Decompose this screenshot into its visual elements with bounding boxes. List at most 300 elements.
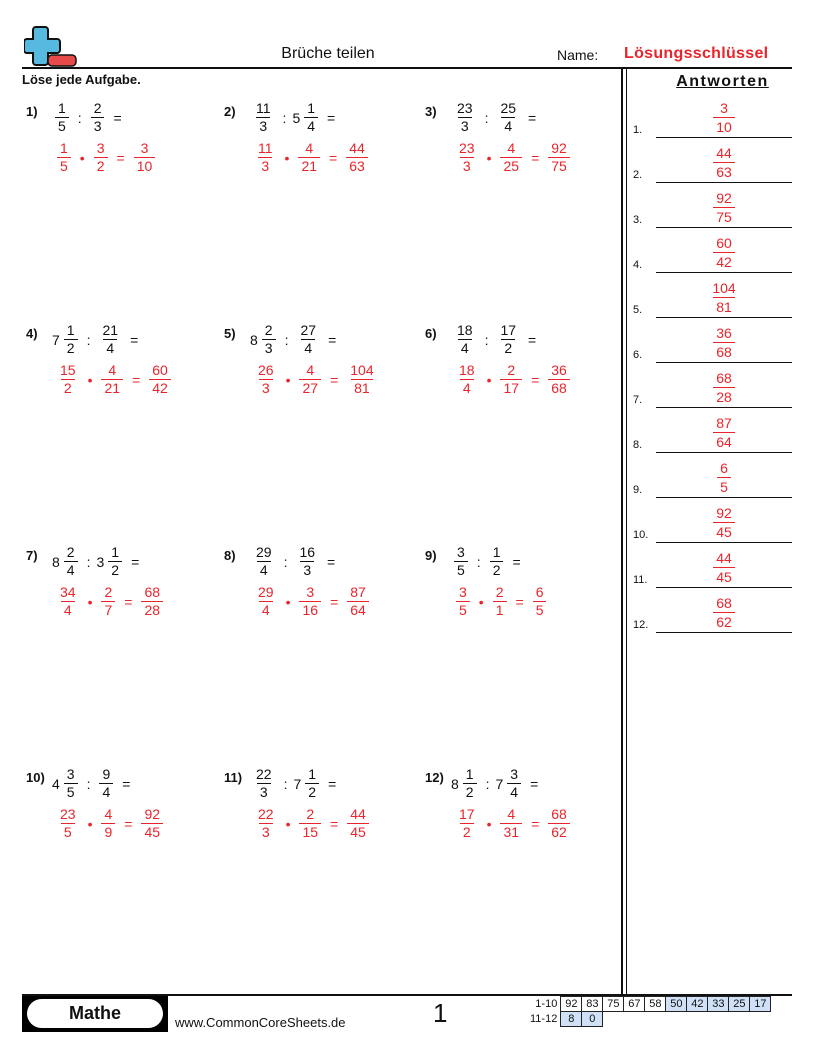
answer-number: 3. [633, 214, 643, 226]
denominator: 3 [458, 117, 472, 135]
column-divider-inner [626, 69, 627, 995]
answer-number: 6. [633, 349, 643, 361]
answer-key-item [631, 93, 792, 138]
numerator: 92 [716, 190, 732, 206]
numerator: 92 [144, 806, 161, 822]
whole-number: 7 [293, 775, 302, 792]
fraction [347, 584, 369, 619]
fraction [713, 504, 735, 541]
answer-key-item [631, 408, 792, 453]
name-label: Name: [557, 47, 599, 63]
problem-number: 3) [425, 104, 437, 119]
score-table [527, 996, 771, 1027]
score-range-label: 11-12 [530, 1013, 558, 1025]
answer-number: 10. [633, 529, 649, 541]
multiply-dot: • [87, 593, 93, 610]
numerator: 11 [258, 140, 273, 156]
fraction [262, 322, 276, 357]
fraction [57, 140, 71, 175]
fraction [297, 322, 319, 357]
numerator: 68 [716, 370, 732, 386]
fraction [253, 100, 274, 135]
answer-value [656, 594, 792, 631]
fraction [347, 362, 376, 397]
fraction [141, 584, 163, 619]
numerator: 44 [716, 145, 732, 161]
fraction [101, 806, 115, 841]
fraction [713, 594, 735, 631]
whole-number: 7 [495, 775, 504, 792]
numerator: 2 [264, 322, 273, 338]
fraction [99, 766, 113, 801]
numerator: 18 [459, 362, 475, 378]
denominator: 62 [548, 823, 570, 841]
fraction [463, 766, 477, 801]
fraction [304, 100, 318, 135]
equals-sign: = [330, 815, 339, 832]
equals-sign: = [116, 149, 125, 166]
denominator: 4 [458, 339, 472, 357]
denominator: 5 [717, 477, 731, 496]
score-cell: 50 [666, 997, 687, 1012]
divide-sign: : [484, 331, 489, 348]
denominator: 17 [500, 379, 522, 397]
equals-sign: = [327, 109, 336, 126]
numerator: 60 [152, 362, 168, 378]
answer-key-item [631, 273, 792, 318]
answer-value [656, 189, 792, 226]
equals-sign: = [329, 149, 338, 166]
answer-value [656, 504, 792, 541]
denominator: 81 [713, 297, 735, 316]
divide-sign: : [86, 775, 91, 792]
numerator: 104 [712, 280, 736, 296]
numerator: 21 [102, 322, 119, 338]
answer-number: 12. [633, 619, 649, 631]
answer-key-item [631, 543, 792, 588]
equals-sign: = [330, 371, 339, 388]
problem-solution [252, 140, 371, 175]
denominator: 2 [463, 783, 477, 801]
problem-question [250, 100, 341, 135]
equals-sign: = [328, 331, 337, 348]
denominator: 4 [259, 601, 273, 619]
problem-2 [224, 100, 414, 190]
fraction [299, 806, 321, 841]
numerator: 68 [144, 584, 161, 600]
denominator: 45 [713, 522, 735, 541]
numerator: 3 [510, 766, 519, 782]
denominator: 64 [713, 432, 735, 451]
denominator: 64 [347, 601, 369, 619]
problem-solution [54, 584, 166, 619]
fraction [298, 140, 320, 175]
numerator: 2 [507, 362, 516, 378]
fraction [456, 584, 470, 619]
answer-key-item [631, 183, 792, 228]
page-number: 1 [433, 998, 448, 1028]
name-value: Lösungsschlüssel [624, 45, 769, 62]
fraction [57, 584, 79, 619]
score-row [527, 997, 771, 1012]
denominator: 45 [347, 823, 369, 841]
problem-3 [425, 100, 615, 190]
fraction [548, 806, 570, 841]
score-cell: 33 [708, 997, 729, 1012]
numerator: 29 [256, 544, 272, 560]
numerator: 1 [58, 100, 66, 116]
denominator: 5 [456, 601, 470, 619]
site-link[interactable]: www.CommonCoreSheets.de [175, 1015, 346, 1030]
numerator: 17 [459, 806, 475, 822]
fraction [64, 322, 78, 357]
fraction [548, 362, 570, 397]
denominator: 45 [141, 823, 163, 841]
problem-number: 7) [26, 548, 38, 563]
denominator: 5 [61, 823, 75, 841]
problem-question [451, 322, 542, 357]
numerator: 6 [535, 584, 544, 600]
fraction [64, 766, 78, 801]
fraction [141, 806, 163, 841]
equals-sign: = [512, 553, 521, 570]
denominator: 3 [256, 117, 270, 135]
problem-solution [252, 584, 372, 619]
problem-question [250, 766, 342, 801]
answer-key-item [631, 588, 792, 633]
problem-number: 8) [224, 548, 236, 563]
numerator: 26 [258, 362, 274, 378]
whole-number: 8 [451, 775, 459, 792]
answer-number: 4. [633, 259, 643, 271]
denominator: 4 [301, 339, 315, 357]
fraction [134, 140, 156, 175]
problem-solution [54, 806, 166, 841]
problem-12 [425, 766, 615, 856]
problem-solution [453, 584, 549, 619]
fraction [57, 806, 79, 841]
numerator: 27 [300, 322, 317, 338]
problem-number: 4) [26, 326, 38, 341]
fraction [548, 140, 570, 175]
whole-number: 4 [52, 775, 60, 792]
answer-value [656, 324, 792, 361]
fraction [709, 279, 738, 316]
multiply-dot: • [486, 149, 492, 166]
problem-1 [26, 100, 216, 190]
denominator: 63 [346, 157, 368, 175]
denominator: 15 [299, 823, 321, 841]
fraction [305, 766, 319, 801]
numerator: 87 [350, 584, 366, 600]
whole-number: 7 [52, 331, 60, 348]
score-cell: 92 [561, 997, 582, 1012]
fraction [299, 584, 321, 619]
fraction [149, 362, 171, 397]
divide-sign: : [283, 775, 288, 792]
denominator: 75 [713, 207, 735, 226]
denominator: 5 [64, 783, 78, 801]
problem-solution [453, 362, 573, 397]
fraction [101, 584, 115, 619]
answer-number: 2. [633, 169, 643, 181]
numerator: 29 [258, 584, 274, 600]
divide-sign: : [476, 553, 481, 570]
denominator: 68 [713, 342, 735, 361]
answer-value [656, 549, 792, 586]
equals-sign: = [122, 775, 131, 792]
score-cell: 67 [624, 997, 645, 1012]
numerator: 4 [108, 362, 117, 378]
fraction [493, 584, 507, 619]
worksheet-title: Brüche teilen [281, 45, 375, 62]
numerator: 2 [66, 544, 75, 560]
divide-sign: : [283, 553, 288, 570]
denominator: 3 [258, 157, 272, 175]
denominator: 31 [500, 823, 522, 841]
score-cell: 58 [645, 997, 666, 1012]
equals-sign: = [131, 553, 140, 570]
problem-6 [425, 322, 615, 412]
problem-question [451, 766, 544, 801]
problem-question [451, 100, 542, 135]
numerator: 44 [349, 140, 365, 156]
denominator: 2 [490, 561, 504, 579]
multiply-dot: • [284, 149, 290, 166]
answer-value [656, 369, 792, 406]
numerator: 92 [716, 505, 732, 521]
answer-key-item [631, 453, 792, 498]
numerator: 6 [720, 460, 728, 476]
denominator: 2 [460, 823, 474, 841]
numerator: 36 [716, 325, 732, 341]
numerator: 3 [720, 100, 728, 116]
answer-value [656, 459, 792, 496]
equals-sign: = [528, 331, 537, 348]
numerator: 87 [716, 415, 732, 431]
answer-line [656, 632, 792, 633]
denominator: 4 [501, 117, 515, 135]
denominator: 4 [99, 783, 113, 801]
fraction [91, 100, 105, 135]
whole-number: 3 [96, 553, 105, 570]
fraction [55, 100, 69, 135]
answer-value [656, 279, 792, 316]
numerator: 2 [93, 100, 102, 116]
denominator: 4 [64, 561, 78, 579]
divide-sign: : [282, 109, 287, 126]
whole-number: 5 [292, 109, 301, 126]
problem-8 [224, 544, 414, 634]
score-cell: 75 [603, 997, 624, 1012]
numerator: 18 [457, 322, 473, 338]
denominator: 4 [257, 561, 271, 579]
equals-sign: = [132, 371, 141, 388]
answer-key-item [631, 228, 792, 273]
fraction [299, 362, 321, 397]
denominator: 42 [713, 252, 735, 271]
fraction [456, 806, 478, 841]
multiply-dot: • [285, 815, 291, 832]
fraction [99, 322, 121, 357]
numerator: 22 [256, 766, 272, 782]
problem-solution [453, 806, 573, 841]
numerator: 92 [551, 140, 567, 156]
denominator: 2 [64, 339, 78, 357]
problem-11 [224, 766, 414, 856]
denominator: 10 [134, 157, 156, 175]
fraction [347, 806, 369, 841]
fraction [346, 140, 368, 175]
numerator: 17 [500, 322, 517, 338]
denominator: 3 [300, 561, 314, 579]
problem-question [52, 766, 136, 801]
numerator: 68 [716, 595, 732, 611]
problem-question [52, 100, 128, 135]
fraction [713, 369, 735, 406]
numerator: 23 [459, 140, 475, 156]
numerator: 2 [306, 806, 315, 822]
denominator: 28 [141, 601, 163, 619]
multiply-dot: • [486, 371, 492, 388]
fraction [497, 100, 519, 135]
denominator: 42 [149, 379, 171, 397]
numerator: 4 [507, 140, 516, 156]
problem-question [52, 544, 145, 579]
problem-number: 10) [26, 770, 45, 785]
denominator: 63 [713, 162, 735, 181]
numerator: 1 [60, 140, 68, 156]
numerator: 15 [60, 362, 76, 378]
fraction [507, 766, 521, 801]
numerator: 3 [96, 140, 105, 156]
problem-number: 2) [224, 104, 236, 119]
denominator: 2 [501, 339, 515, 357]
numerator: 44 [350, 806, 366, 822]
denominator: 4 [304, 117, 318, 135]
answer-key-item [631, 138, 792, 183]
equals-sign: = [531, 815, 540, 832]
multiply-dot: • [87, 371, 93, 388]
denominator: 3 [460, 157, 474, 175]
denominator: 7 [101, 601, 115, 619]
fraction [108, 544, 122, 579]
problem-number: 1) [26, 104, 38, 119]
problem-5 [224, 322, 414, 412]
problem-number: 11) [224, 770, 243, 785]
multiply-dot: • [285, 371, 291, 388]
fraction [713, 549, 735, 586]
equals-sign: = [113, 109, 122, 126]
denominator: 75 [548, 157, 570, 175]
multiply-dot: • [486, 815, 492, 832]
fraction [713, 234, 735, 271]
problem-9 [425, 544, 615, 634]
fraction [255, 806, 277, 841]
numerator: 25 [500, 100, 517, 116]
denominator: 3 [259, 823, 273, 841]
multiply-dot: • [285, 593, 291, 610]
fraction [253, 544, 275, 579]
multiply-dot: • [478, 593, 484, 610]
denominator: 9 [101, 823, 115, 841]
equals-sign: = [530, 775, 539, 792]
score-cell: 25 [729, 997, 750, 1012]
fraction [456, 362, 478, 397]
problem-10 [26, 766, 216, 856]
problem-number: 12) [425, 770, 444, 785]
divide-sign: : [86, 553, 91, 570]
denominator: 5 [533, 601, 547, 619]
denominator: 21 [298, 157, 320, 175]
fraction [454, 544, 468, 579]
problem-solution [453, 140, 573, 175]
denominator: 81 [351, 379, 373, 397]
fraction [497, 322, 519, 357]
numerator: 4 [305, 140, 314, 156]
fraction [253, 766, 275, 801]
answer-value [656, 144, 792, 181]
fraction [713, 99, 735, 136]
fraction [533, 584, 547, 619]
denominator: 62 [713, 612, 735, 631]
equals-sign: = [328, 775, 337, 792]
divide-sign: : [284, 331, 289, 348]
denominator: 45 [713, 567, 735, 586]
problem-solution [252, 362, 380, 397]
answer-key-item [631, 498, 792, 543]
problem-7 [26, 544, 216, 634]
score-cell: 8 [561, 1012, 582, 1027]
denominator: 2 [94, 157, 108, 175]
numerator: 23 [60, 806, 76, 822]
denominator: 2 [61, 379, 75, 397]
numerator: 3 [459, 584, 467, 600]
answer-key-item [631, 318, 792, 363]
fraction [713, 324, 735, 361]
fraction [454, 100, 476, 135]
multiply-dot: • [87, 815, 93, 832]
denominator: 27 [299, 379, 321, 397]
answer-value [656, 414, 792, 451]
numerator: 4 [306, 362, 315, 378]
column-divider [621, 69, 623, 995]
equals-sign: = [515, 593, 524, 610]
answer-number: 1. [633, 124, 643, 136]
numerator: 3 [66, 766, 75, 782]
score-cell: 42 [687, 997, 708, 1012]
denominator: 28 [713, 387, 735, 406]
denominator: 5 [454, 561, 468, 579]
denominator: 3 [257, 783, 271, 801]
denominator: 16 [299, 601, 321, 619]
equals-sign: = [528, 109, 537, 126]
answer-number: 11. [633, 574, 648, 586]
equals-sign: = [124, 593, 133, 610]
answer-number: 8. [633, 439, 643, 451]
numerator: 1 [492, 544, 501, 560]
problem-number: 5) [224, 326, 236, 341]
instruction: Löse jede Aufgabe. [22, 72, 141, 87]
problem-solution [54, 140, 158, 175]
fraction [717, 459, 731, 496]
answer-key-title: Antworten [676, 73, 769, 90]
numerator: 68 [551, 806, 567, 822]
divide-sign: : [77, 109, 82, 126]
problem-question [250, 322, 342, 357]
numerator: 36 [551, 362, 567, 378]
score-cell: 17 [750, 997, 771, 1012]
